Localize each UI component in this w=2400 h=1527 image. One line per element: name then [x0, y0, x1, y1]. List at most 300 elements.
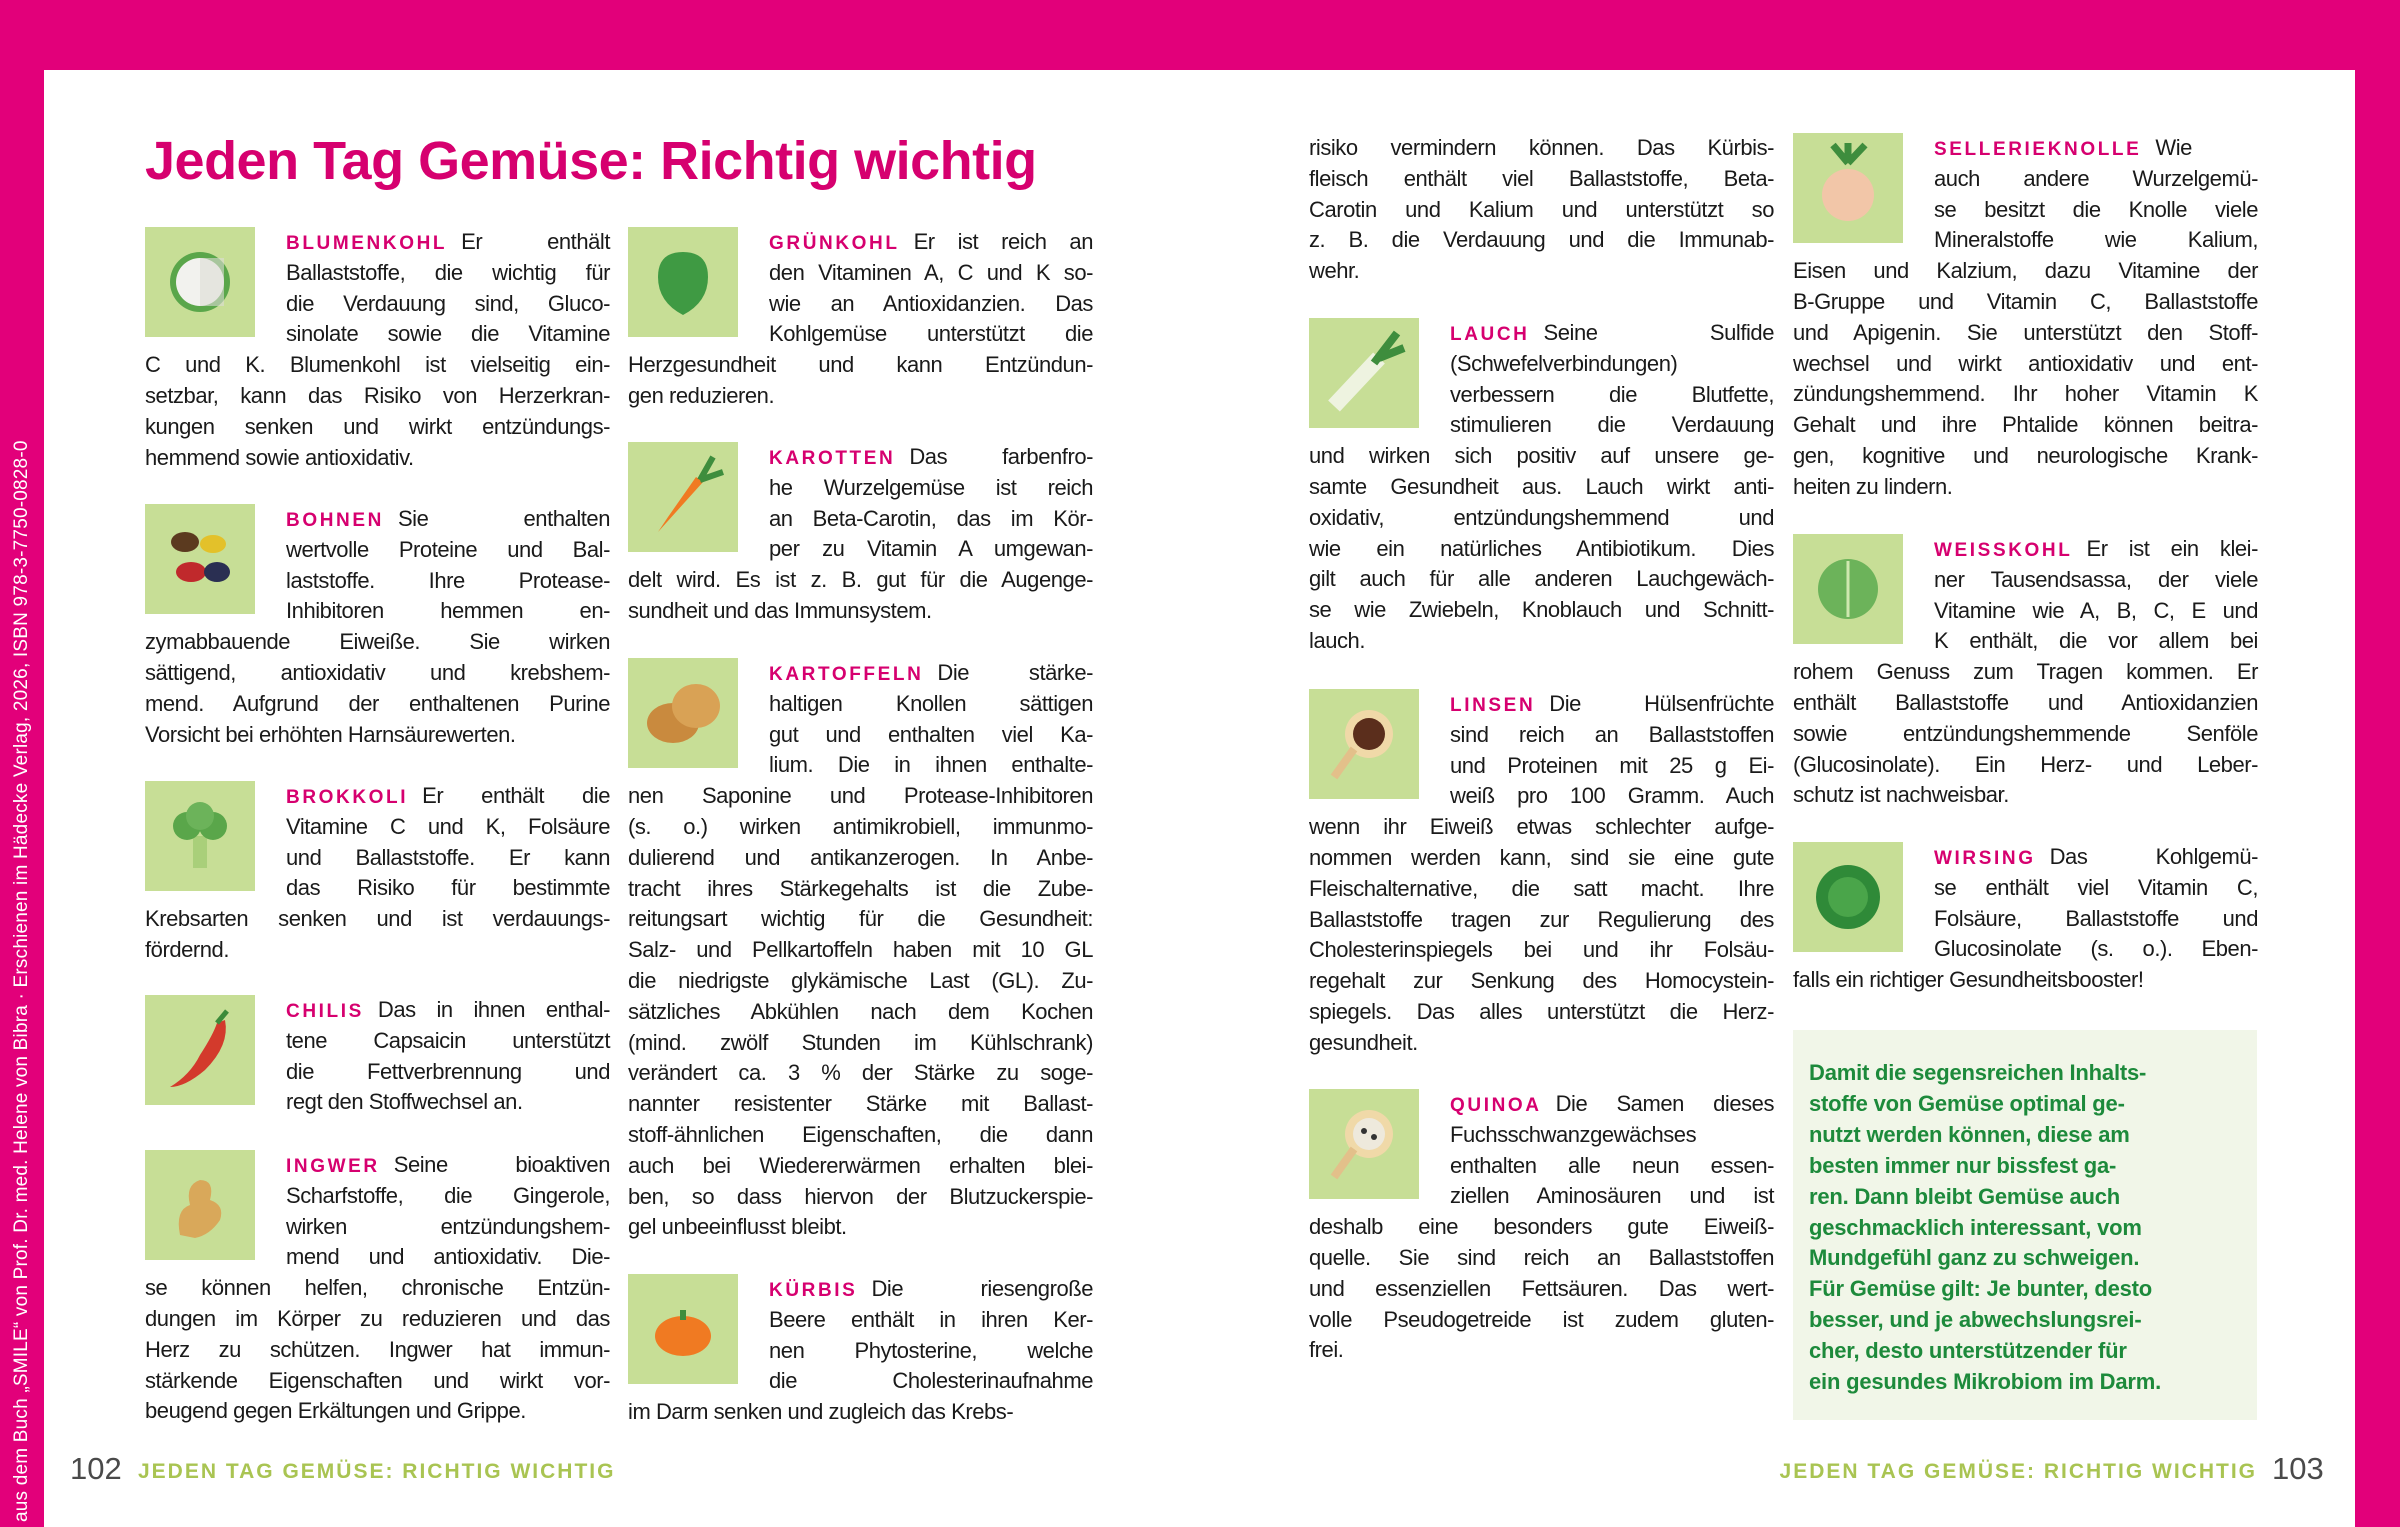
text-line [1309, 874, 1774, 905]
section-kartoffeln [628, 658, 1093, 1243]
line-text: Krebsarten senken und ist verdauungs- [145, 906, 610, 932]
text-line [1309, 966, 1774, 997]
text-line [1793, 780, 2258, 811]
text-line [286, 566, 610, 597]
section-heading: KARTOFFELN [769, 664, 924, 685]
line-text: sinolate sowie die Vitamine [286, 321, 610, 347]
line-text: dungen im Körper zu reduzieren und das [145, 1305, 610, 1331]
text-line [286, 873, 610, 904]
line-text: wenn ihr Eiweiß etwas schlechter aufge- [1309, 814, 1774, 840]
line-text: fördernd. [145, 936, 230, 962]
line-text: dulierend und antikanzerogen. In Anbe- [628, 844, 1093, 870]
line-text: mend und antioxidativ. Die- [286, 1244, 610, 1270]
line-text: Seine Sulfide [1543, 320, 1774, 345]
text-line [1309, 534, 1774, 565]
running-footer-left: JEDEN TAG GEMÜSE: RICHTIG WICHTIG [138, 1460, 616, 1483]
line-text: se wie Zwiebeln, Knoblauch und Schnitt- [1309, 597, 1774, 623]
text-line [1309, 1305, 1774, 1336]
line-text: wechsel und wirkt antioxidativ und ent- [1793, 350, 2258, 376]
line-text: Vitamine wie A, B, C, E und [1934, 597, 2258, 623]
text-line [1934, 904, 2258, 935]
line-text: delt wird. Es ist z. B. gut für die Augenge- [628, 567, 1093, 593]
line-text: B-Gruppe und Vitamin C, Ballaststoffe [1793, 288, 2258, 314]
text-line [1793, 719, 2258, 750]
text-line [1309, 1274, 1774, 1305]
line-text: Gehalt und ihre Phtalide können beitra- [1793, 412, 2258, 438]
tip-line: Damit die segensreichen Inhalts- [1809, 1060, 2147, 1085]
text-line [1793, 349, 2258, 380]
line-text: im Darm senken und zugleich das Krebs- [628, 1399, 1014, 1425]
line-text: Fleischalternative, die satt macht. Ihre [1309, 875, 1774, 901]
text-line [628, 935, 1093, 966]
text-line [145, 689, 610, 720]
text-line [286, 1181, 610, 1212]
savoy-cabbage-icon [1793, 842, 1903, 952]
text-line [145, 1335, 610, 1366]
text-line [1309, 843, 1774, 874]
line-text: fleisch enthält viel Ballaststoffe, Beta- [1309, 165, 1774, 191]
text-line [628, 1151, 1093, 1182]
text-line [628, 904, 1093, 935]
kale-icon [628, 227, 738, 337]
text-line [769, 1305, 1093, 1336]
text-line [286, 843, 610, 874]
potato-icon [628, 658, 738, 768]
text-line [769, 534, 1093, 565]
line-text: und Proteinen mit 25 g Ei- [1450, 752, 1774, 778]
page-number-left: 102 [70, 1451, 122, 1486]
text-line [1450, 1181, 1774, 1212]
line-text: he Wurzelgemüse ist reich [769, 474, 1093, 500]
text-line [628, 874, 1093, 905]
text-line [769, 227, 1093, 258]
text-line [1309, 935, 1774, 966]
text-line [1309, 905, 1774, 936]
text-line [1793, 441, 2258, 472]
line-text: Beere enthält in ihren Ker- [769, 1306, 1093, 1332]
text-line [1309, 595, 1774, 626]
section-heading: LAUCH [1450, 324, 1530, 345]
line-text: nommen werden kann, sind sie eine gute [1309, 844, 1774, 870]
line-text: volle Pseudogetreide ist zudem gluten- [1309, 1306, 1774, 1332]
line-text: stoff-ähnlichen Eigenschaften, die dann [628, 1121, 1093, 1147]
line-text: hemmend sowie antioxidativ. [145, 444, 414, 470]
line-text: deshalb eine besonders gute Eiweiß- [1309, 1214, 1774, 1240]
broccoli-icon [145, 781, 255, 891]
section-wirsing [1793, 842, 2258, 996]
line-text: wirken entzündungshem- [286, 1213, 610, 1239]
line-text: (Glucosinolate). Ein Herz- und Leber- [1793, 751, 2258, 777]
line-text: mend. Aufgrund der enthaltenen Purine [145, 690, 610, 716]
line-text: risiko vermindern können. Das Kürbis- [1309, 135, 1774, 160]
section-heading: LINSEN [1450, 695, 1536, 716]
line-text: tracht ihres Stärkegehalts ist die Zube- [628, 875, 1093, 901]
line-text: oxidativ, entzündungshemmend und [1309, 504, 1774, 530]
line-text: nen Saponine und Protease-Inhibitoren [628, 783, 1093, 809]
text-line [628, 781, 1093, 812]
text-line [286, 1150, 610, 1181]
text-line [145, 904, 610, 935]
leek-icon [1309, 318, 1419, 428]
text-line [145, 627, 610, 658]
running-footer-right: JEDEN TAG GEMÜSE: RICHTIG WICHTIG [1779, 1460, 2257, 1483]
section-heading: CHILIS [286, 1001, 364, 1022]
line-text: Er enthält [461, 229, 610, 254]
text-line [769, 473, 1093, 504]
text-line [628, 1028, 1093, 1059]
text-line [628, 812, 1093, 843]
text-line [1450, 1089, 1774, 1120]
text-line [145, 935, 610, 966]
text-line [628, 565, 1093, 596]
line-text: setzbar, kann das Risiko von Herzerkran- [145, 382, 610, 408]
lentils-icon [1309, 689, 1419, 799]
line-text: zymabbauende Eiweiße. Sie wirken [145, 629, 610, 655]
beans-icon [145, 504, 255, 614]
text-line [1793, 287, 2258, 318]
line-text: ner Tausendsassa, der viele [1934, 566, 2258, 592]
line-text: ziellen Aminosäuren und ist [1450, 1183, 1774, 1209]
text-line [145, 1304, 610, 1335]
text-line [628, 1182, 1093, 1213]
line-text: regt den Stoffwechsel an. [286, 1089, 523, 1115]
line-text: Die stärke- [937, 660, 1093, 685]
text-line [628, 596, 1093, 627]
text-line [1934, 873, 2258, 904]
chili-icon [145, 995, 255, 1105]
tip-line: nutzt werden können, diese am [1809, 1121, 2130, 1147]
section-blumenkohl [145, 227, 610, 473]
celeriac-icon [1793, 133, 1903, 243]
section-heading: QUINOA [1450, 1095, 1542, 1116]
text-line [286, 812, 610, 843]
line-text: auch andere Wurzelgemü- [1934, 165, 2258, 191]
text-line [286, 289, 610, 320]
section-heading: INGWER [286, 1156, 380, 1177]
text-line [1934, 195, 2258, 226]
text-line [769, 689, 1093, 720]
text-line [1793, 965, 2258, 996]
line-text: regehalt zur Senkung des Homocystein- [1309, 968, 1774, 994]
text-line [145, 720, 610, 751]
text-line [1309, 812, 1774, 843]
tip-line: geschmacklich interessant, vom [1809, 1214, 2142, 1240]
line-text: verändert ca. 3 % der Stärke zu soge- [628, 1060, 1093, 1086]
line-text: verbessern die Blutfette, [1450, 381, 1774, 407]
line-text: Die Hülsenfrüchte [1549, 691, 1774, 716]
line-text: z. B. die Verdauung und die Immunab- [1309, 227, 1774, 253]
line-text: kungen senken und wirkt entzündungs- [145, 413, 610, 439]
text-line [1450, 1151, 1774, 1182]
text-line [769, 720, 1093, 751]
line-text: die Cholesterinaufnahme [769, 1368, 1093, 1394]
line-text: sättigend, antioxidativ und krebshem- [145, 659, 610, 685]
line-text: lauch. [1309, 627, 1366, 653]
text-line [1934, 534, 2258, 565]
quinoa-icon [1309, 1089, 1419, 1199]
text-line [1309, 225, 1774, 256]
text-line [286, 1087, 610, 1118]
line-text: lium. Die in ihnen enthalte- [769, 752, 1093, 778]
line-text: (Schwefelverbindungen) [1450, 350, 1678, 376]
section-gruenkohl [628, 227, 1093, 412]
section-heading: BROKKOLI [286, 787, 409, 808]
text-line [769, 442, 1093, 473]
line-text: Vitamine C und K, Folsäure [286, 813, 610, 839]
line-text: Sie enthalten [397, 506, 610, 531]
line-text: Herz zu schützen. Ingwer hat immun- [145, 1336, 610, 1362]
line-text: gesundheit. [1309, 1029, 1418, 1055]
line-text: rohem Genuss zum Tragen kommen. Er [1793, 659, 2258, 685]
text-line [145, 381, 610, 412]
line-text: gen reduzieren. [628, 382, 775, 408]
section-heading: GRÜNKOHL [769, 233, 900, 254]
line-text: laststoffe. Ihre Protease- [286, 567, 610, 593]
line-text: se können helfen, chronische Entzün- [145, 1275, 610, 1301]
line-text: Folsäure, Ballaststoffe und [1934, 905, 2258, 931]
line-text: nen Phytosterine, welche [769, 1337, 1093, 1363]
line-text: C und K. Blumenkohl ist vielseitig ein- [145, 352, 610, 378]
tip-line: besser, und je abwechslungsrei- [1809, 1307, 2142, 1333]
line-text: Fuchsschwanzgewächses [1450, 1121, 1697, 1147]
section-bohnen [145, 504, 610, 750]
tip-line: ren. Dann bleibt Gemüse auch [1809, 1183, 2121, 1209]
line-text: Vorsicht bei erhöhten Harnsäurewerten. [145, 721, 516, 747]
line-text: falls ein richtiger Gesundheitsbooster! [1793, 967, 2144, 993]
line-text: weiß pro 100 Gramm. Auch [1450, 783, 1774, 809]
line-text: Inhibitoren hemmen en- [286, 598, 610, 624]
text-line [145, 1273, 610, 1304]
line-text: Die Samen dieses [1555, 1091, 1774, 1116]
text-line [1309, 256, 1774, 287]
line-text: (s. o.) wirken antimikrobiell, immunmo- [628, 813, 1093, 839]
line-text: Das farbenfro- [909, 444, 1093, 469]
line-text: stärkende Eigenschaften und wirkt vor- [145, 1367, 610, 1393]
text-line [628, 966, 1093, 997]
line-text: sundheit und das Immunsystem. [628, 597, 932, 623]
text-line [628, 843, 1093, 874]
section-lauch [1309, 318, 1774, 657]
text-line [628, 1120, 1093, 1151]
section-ingwer [145, 1150, 610, 1427]
line-text: Scharfstoffe, die Gingerole, [286, 1182, 610, 1208]
text-line [1793, 410, 2258, 441]
line-text: Salz- und Pellkartoffeln haben mit 10 GL [628, 937, 1093, 963]
line-text: Herzgesundheit und kann Entzündun- [628, 352, 1093, 378]
text-line [1793, 256, 2258, 287]
text-line [286, 995, 610, 1026]
section-heading: SELLERIEKNOLLE [1934, 139, 2142, 160]
line-text: Wie [2155, 135, 2192, 160]
line-text: gel unbeeinflusst bleibt. [628, 1214, 847, 1240]
text-line [769, 658, 1093, 689]
text-line [286, 1242, 610, 1273]
copyright-spine [0, 0, 44, 1527]
section-weisskohl [1793, 534, 2258, 811]
text-line [769, 750, 1093, 781]
line-text: nannter resistenter Stärke mit Ballast- [628, 1091, 1093, 1117]
text-line [1309, 1028, 1774, 1059]
line-text: zündungshemmend. Ihr hoher Vitamin K [1793, 381, 2258, 407]
line-text: Kohlgemüse unterstützt die [769, 321, 1093, 347]
line-text: wie an Antioxidanzien. Das [769, 290, 1093, 316]
text-line [769, 504, 1093, 535]
carrot-icon [628, 442, 738, 552]
text-line [1793, 379, 2258, 410]
line-text: sind reich an Ballaststoffen [1450, 721, 1774, 747]
text-line [1309, 164, 1774, 195]
line-text: Carotin und Kalium und unterstützt so [1309, 196, 1774, 222]
section-sellerieknolle [1793, 133, 2258, 503]
line-text: auch bei Wiedererwärmen erhalten blei- [628, 1152, 1093, 1178]
text-line [1934, 164, 2258, 195]
line-text: sowie entzündungshemmende Senföle [1793, 720, 2258, 746]
text-line [1309, 503, 1774, 534]
line-text: se besitzt die Knolle viele [1934, 196, 2258, 222]
section-quinoa [1309, 1089, 1774, 1366]
line-text: heiten zu lindern. [1793, 473, 1953, 499]
section-karotten [628, 442, 1093, 627]
text-line [286, 1212, 610, 1243]
text-line [628, 1089, 1093, 1120]
text-line [1793, 472, 2258, 503]
text-line [769, 319, 1093, 350]
line-text: Seine bioaktiven [393, 1152, 610, 1177]
text-line [286, 1026, 610, 1057]
line-text: Mineralstoffe wie Kalium, [1934, 227, 2258, 253]
tip-box [1793, 1030, 2257, 1420]
text-line [1934, 934, 2258, 965]
text-line [769, 258, 1093, 289]
text-line [1309, 626, 1774, 657]
line-text: haltigen Knollen sättigen [769, 690, 1093, 716]
section-heading: KÜRBIS [769, 1280, 858, 1301]
text-line [1309, 472, 1774, 503]
text-line [1309, 1243, 1774, 1274]
text-line [1450, 751, 1774, 782]
line-text: gen, kognitive und neurologische Krank- [1793, 442, 2258, 468]
text-line [145, 658, 610, 689]
text-line [1934, 225, 2258, 256]
text-line [1309, 1335, 1774, 1366]
section-heading: KAROTTEN [769, 448, 896, 469]
text-line [1450, 318, 1774, 349]
text-line [286, 504, 610, 535]
line-text: wehr. [1309, 258, 1360, 284]
line-text: die niedrigste glykämische Last (GL). Zu- [628, 967, 1093, 993]
text-line [628, 997, 1093, 1028]
text-line [1309, 997, 1774, 1028]
line-text: spiegels. Das alles unterstützt die Herz- [1309, 998, 1774, 1024]
line-text: Glucosinolate (s. o.). Eben- [1934, 936, 2258, 962]
line-text: gilt auch für alle anderen Lauchgewäch- [1309, 566, 1774, 592]
text-line [628, 381, 1093, 412]
page-title: Jeden Tag Gemüse: Richtig wichtig [145, 131, 1037, 191]
line-text: Das Kohlgemü- [2049, 844, 2258, 869]
section-heading: WEISSKOHL [1934, 540, 2073, 561]
line-text: sätzliches Abkühlen nach dem Kochen [628, 998, 1093, 1024]
text-line [1934, 565, 2258, 596]
line-text: Er ist reich an [913, 229, 1093, 254]
line-text: stimulieren die Verdauung [1450, 412, 1774, 438]
text-line [1934, 596, 2258, 627]
text-line [628, 1058, 1093, 1089]
line-text: gut und enthalten viel Ka- [769, 721, 1093, 747]
text-line [769, 1336, 1093, 1367]
line-text: das Risiko für bestimmte [286, 875, 610, 901]
text-line [1450, 380, 1774, 411]
ginger-icon [145, 1150, 255, 1260]
line-text: Ballaststoffe tragen zur Regulierung des [1309, 906, 1774, 932]
text-line [145, 1366, 610, 1397]
pumpkin-icon [628, 1274, 738, 1384]
line-text: reitungsart wichtig für die Gesundheit: [628, 906, 1093, 932]
tip-line: ein gesundes Mikrobiom im Darm. [1809, 1369, 2161, 1395]
text-line [1934, 133, 2258, 164]
text-line [1309, 133, 1774, 164]
text-line [145, 443, 610, 474]
text-line [145, 412, 610, 443]
text-line [769, 1366, 1093, 1397]
text-line [1934, 626, 2258, 657]
text-line [1309, 1212, 1774, 1243]
line-text: (mind. zwölf Stunden im Kühlschrank) [628, 1029, 1093, 1055]
line-text: frei. [1309, 1337, 1344, 1363]
line-text: Ballaststoffe, die wichtig für [286, 259, 610, 285]
text-line [286, 1057, 610, 1088]
tip-line: Mundgefühl ganz zu schweigen. [1809, 1245, 2140, 1271]
text-line [1450, 781, 1774, 812]
line-text: Er ist ein klei- [2086, 536, 2258, 561]
text-line [769, 1274, 1093, 1305]
page-number-right: 103 [2272, 1451, 2324, 1486]
text-line [1793, 750, 2258, 781]
text-line [286, 258, 610, 289]
text-line [1309, 195, 1774, 226]
line-text: samte Gesundheit aus. Lauch wirkt anti- [1309, 473, 1774, 499]
text-line [1450, 720, 1774, 751]
text-line [1450, 689, 1774, 720]
section-kuerbis-cont [1309, 133, 1774, 287]
line-text: tene Capsaicin unterstützt [286, 1027, 610, 1053]
text-line [769, 289, 1093, 320]
line-text: die Verdauung sind, Gluco- [286, 290, 610, 316]
section-chilis [145, 995, 610, 1118]
line-text: per zu Vitamin A umgewan- [769, 536, 1093, 562]
text-line [286, 319, 610, 350]
text-line [286, 227, 610, 258]
section-heading: BOHNEN [286, 510, 384, 531]
text-line [1793, 688, 2258, 719]
line-text: und Apigenin. Sie unterstützt den Stoff- [1793, 319, 2258, 345]
tip-line: besten immer nur bissfest ga- [1809, 1152, 2117, 1178]
line-text: enthalten alle neun essen- [1450, 1152, 1774, 1178]
section-kuerbis [628, 1274, 1093, 1428]
line-text: schutz ist nachweisbar. [1793, 782, 2009, 808]
line-text: Das in ihnen enthal- [377, 997, 610, 1022]
text-line [1309, 564, 1774, 595]
text-line [286, 535, 610, 566]
white-cabbage-icon [1793, 534, 1903, 644]
line-text: Er enthält die [422, 783, 610, 808]
line-text: Die riesengroße [871, 1276, 1093, 1301]
text-line [1309, 441, 1774, 472]
line-text: und essenziellen Fettsäuren. Das wert- [1309, 1275, 1774, 1301]
line-text: wertvolle Proteine und Bal- [286, 536, 610, 562]
copyright-text: aus dem Buch „SMILE“ von Prof. Dr. med. Helene von Bibra · Erschienen im Hädecke Verlag, 2026, ISBN 978-3-7750-0828-0 [11, 440, 32, 1522]
cauliflower-icon [145, 227, 255, 337]
text-line [628, 1397, 1093, 1428]
